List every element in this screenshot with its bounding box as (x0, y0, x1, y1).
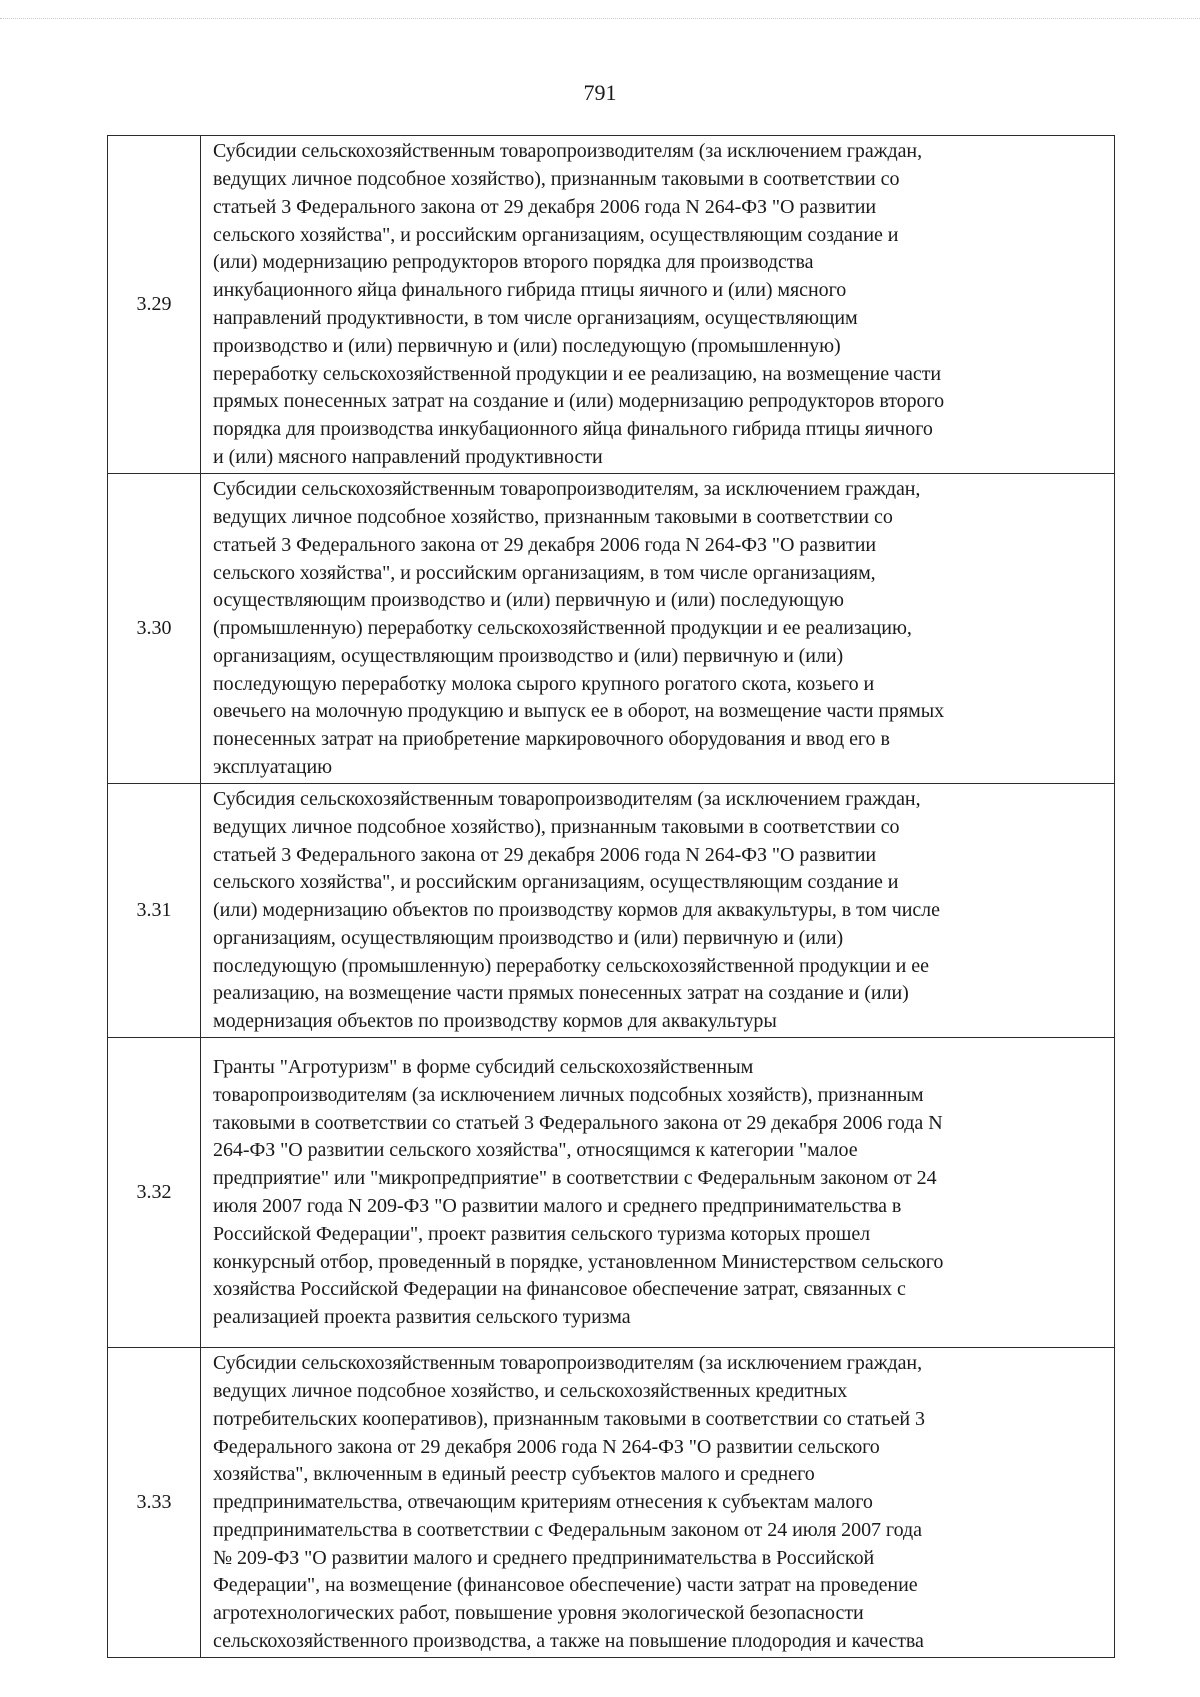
text-line: последующую (промышленную) переработку сельскохозяйственной продукции и ее (213, 954, 929, 977)
text-line: сельского хозяйства", и российским организациям, осуществляющим создание и (213, 871, 899, 894)
text-line: Субсидии сельскохозяйственным товаропроизводителям (за исключением граждан, (213, 140, 923, 163)
text-line: порядка для производства инкубационного яйца финального гибрида птицы яичного (213, 418, 933, 441)
text-line: Субсидии сельскохозяйственным товаропроизводителям (за исключением граждан, (213, 1352, 923, 1375)
text-line: реализацией проекта развития сельского туризма (213, 1306, 631, 1329)
text-line: (или) модернизацию репродукторов второго порядка для производства (213, 251, 814, 274)
text-line: и (или) мясного направлений продуктивности (213, 445, 603, 468)
text-line: июля 2007 года N 209-ФЗ "О развитии малого и среднего предпринимательства в (213, 1195, 902, 1217)
text-line: эксплуатацию (213, 756, 333, 779)
text-line: конкурсный отбор, проведенный в порядке, установленном Министерством сельского (213, 1250, 944, 1273)
text-line: 264-ФЗ "О развитии сельского хозяйства", относящимся к категории "малое (213, 1139, 858, 1162)
text-line: статьей 3 Федерального закона от 29 декабря 2006 года N 264-ФЗ "О развитии (213, 195, 877, 218)
text-line: предпринимательства в соответствии с Федеральным законом от 24 июля 2007 года (213, 1518, 922, 1541)
text-line: (промышленную) переработку сельскохозяйственной продукции и ее реализацию, (213, 617, 912, 640)
text-line: Субсидия сельскохозяйственным товаропроизводителям (за исключением граждан, (213, 787, 921, 810)
row-number: 3.31 (108, 784, 201, 1038)
text-line: № 209-ФЗ "О развитии малого и среднего предпринимательства в Российской (213, 1546, 875, 1569)
row-description (201, 474, 1115, 784)
text-line: сельскохозяйственного производства, а также на повышение плодородия и качества (213, 1630, 924, 1653)
text-line: осуществляющим производство и (или) первичную и (или) последующую (213, 589, 844, 612)
text-line: ведущих личное подсобное хозяйство), признанным таковыми в соответствии со (213, 815, 900, 838)
table-row (108, 1038, 1115, 1348)
text-line: ведущих личное подсобное хозяйство, признанным таковыми в соответствии со (213, 505, 893, 528)
text-line: овечьего на молочную продукцию и выпуск ее в оборот, на возмещение части прямых (213, 700, 945, 723)
text-line: предпринимательства, отвечающим критериям отнесения к субъектам малого (213, 1491, 873, 1514)
text-line: таковыми в соответствии со статьей 3 Федерального закона от 29 декабря 2006 года N (213, 1111, 943, 1134)
row-number: 3.33 (108, 1348, 201, 1658)
text-line: производство и (или) первичную и (или) последующую (промышленную) (213, 334, 841, 357)
text-line: организациям, осуществляющим производство и (или) первичную и (или) (213, 926, 844, 949)
text-line: потребительских кооперативов), признанным таковыми в соответствии со статьей 3 (213, 1407, 925, 1430)
text-line: предприятие" или "микропредприятие" в соответствии с Федеральным законом от 24 (213, 1167, 937, 1190)
row-description (201, 136, 1115, 474)
text-line: организациям, осуществляющим производство и (или) первичную и (или) (213, 644, 844, 667)
row-number: 3.29 (108, 136, 201, 474)
text-line: инкубационного яйца финального гибрида птицы яичного и (или) мясного (213, 279, 847, 302)
row-description (201, 784, 1115, 1038)
text-line: Российской Федерации", проект развития сельского туризма которых прошел (213, 1222, 871, 1245)
text-line: агротехнологических работ, повышение уровня экологической безопасности (213, 1602, 864, 1625)
text-line: реализацию, на возмещение части прямых понесенных затрат на создание и (или) (213, 982, 909, 1005)
text-line: последующую переработку молока сырого крупного рогатого скота, козьего и (213, 672, 875, 695)
text-line: статьей 3 Федерального закона от 29 декабря 2006 года N 264-ФЗ "О развитии (213, 533, 877, 556)
scan-edge-line (0, 18, 1200, 19)
text-line: ведущих личное подсобное хозяйство), признанным таковыми в соответствии со (213, 168, 900, 191)
row-description (201, 1348, 1115, 1658)
text-line: понесенных затрат на приобретение маркировочного оборудования и ввод его в (213, 728, 890, 751)
text-line: хозяйства Российской Федерации на финансовое обеспечение затрат, связанных с (213, 1278, 906, 1301)
text-line: Субсидии сельскохозяйственным товаропроизводителям, за исключением граждан, (213, 478, 921, 501)
text-line: (или) модернизацию объектов по производству кормов для аквакультуры, в том числе (213, 899, 940, 922)
table-row (108, 136, 1115, 474)
table-row (108, 784, 1115, 1038)
text-line: Федерации", на возмещение (финансовое обеспечение) части затрат на проведение (213, 1574, 918, 1597)
text-line: переработку сельскохозяйственной продукции и ее реализацию, на возмещение части (213, 362, 942, 385)
table-row (108, 474, 1115, 784)
text-line: Федерального закона от 29 декабря 2006 года N 264-ФЗ "О развитии сельского (213, 1435, 880, 1458)
row-number: 3.32 (108, 1038, 201, 1348)
row-description (201, 1038, 1115, 1348)
text-line: прямых понесенных затрат на создание и (или) модернизацию репродукторов второго (213, 390, 945, 413)
text-line: товаропроизводителям (за исключением личных подсобных хозяйств), признанным (213, 1083, 924, 1106)
text-line: хозяйства", включенным в единый реестр субъектов малого и среднего (213, 1463, 815, 1486)
text-line: Гранты "Агротуризм" в форме субсидий сельскохозяйственным (213, 1056, 754, 1079)
text-line: модернизация объектов по производству кормов для аквакультуры (213, 1010, 777, 1033)
page-number: 791 (583, 80, 617, 105)
text-line: сельского хозяйства", и российским организациям, в том числе организациям, (213, 561, 876, 584)
subsidies-table (107, 135, 1115, 1658)
table-row (108, 1348, 1115, 1658)
text-line: статьей 3 Федерального закона от 29 декабря 2006 года N 264-ФЗ "О развитии (213, 843, 877, 866)
text-line: ведущих личное подсобное хозяйство, и сельскохозяйственных кредитных (213, 1379, 848, 1402)
text-line: сельского хозяйства", и российским организациям, осуществляющим создание и (213, 223, 899, 246)
row-number: 3.30 (108, 474, 201, 784)
text-line: направлений продуктивности, в том числе организациям, осуществляющим (213, 307, 858, 329)
